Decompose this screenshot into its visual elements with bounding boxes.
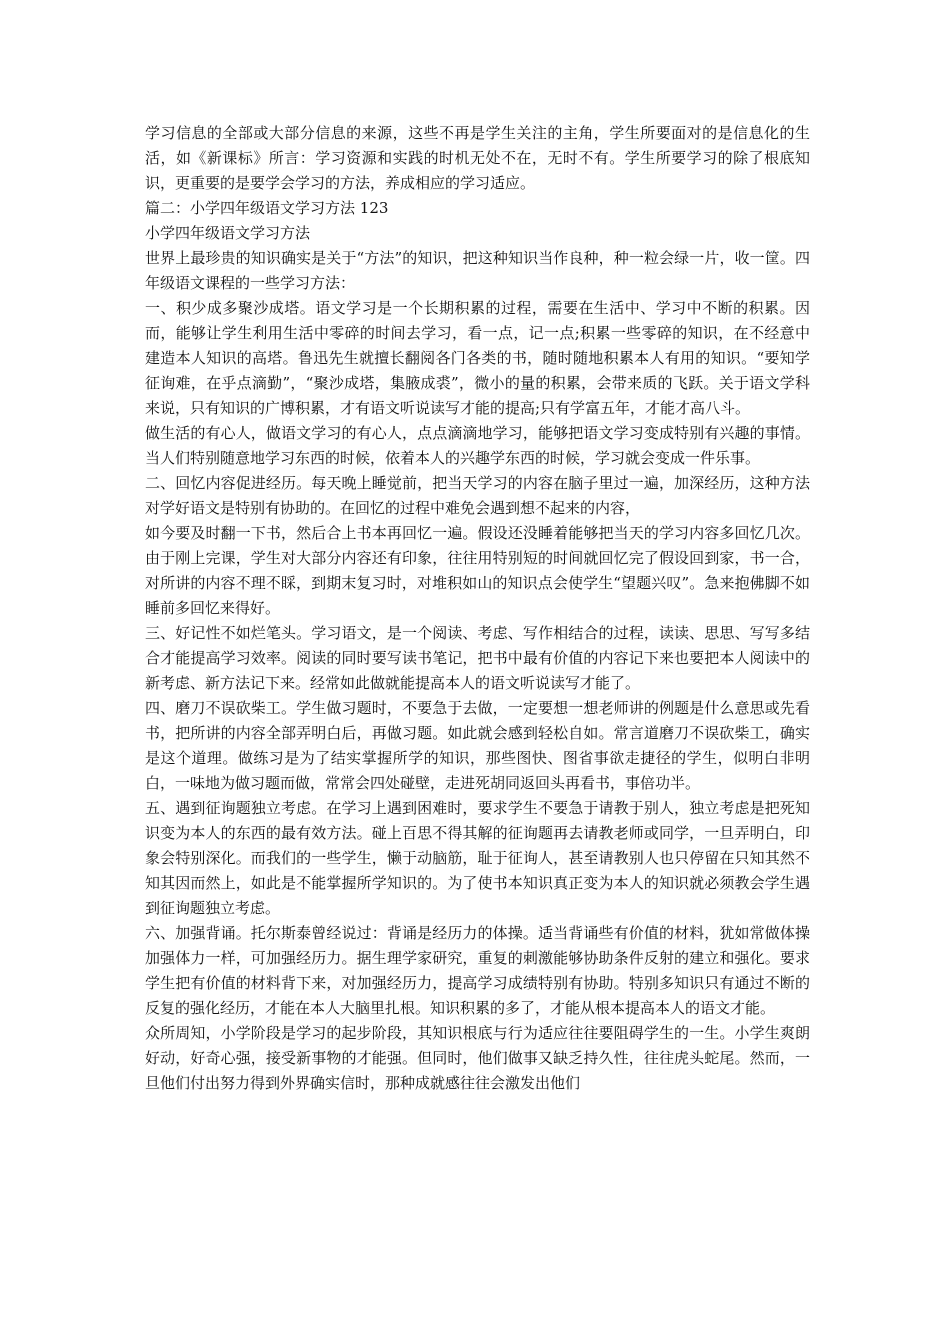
paragraph-method-6: 六、加强背诵。托尔斯泰曾经说过：背诵是经历力的体操。适当背诵些有价值的材料，犹如常做体操加强体力一样，可加强经历力。据生理学家研究，重复的刺激能够协助条件反射的建立和强化。要求学生把有价值的材料背下来，对加强经历力，提高学习成绩特别有协助。特别多知识只有通过不断的反复的强化经历，才能在本人大脑里扎根。知识积累的多了，才能从根本提高本人的语文才能。 xyxy=(145,924,810,1017)
paragraph-method-3: 三、好记性不如烂笔头。学习语文，是一个阅读、考虑、写作相结合的过程，读读、思思、写写多结合才能提高学习效率。阅读的同时要写读书笔记，把书中最有价值的内容记下来也要把本人阅读中的新考虑、新方法记下来。经常如此做就能提高本人的语文听说读写才能了。 xyxy=(145,624,810,692)
document-body xyxy=(145,121,810,1096)
paragraph-preface: 世界上最珍贵的知识确实是关于“方法”的知识，把这种知识当作良种，种一粒会绿一片，收一筐。四年级语文课程的一些学习方法： xyxy=(145,249,810,292)
paragraph-method-5: 五、遇到征询题独立考虑。在学习上遇到困难时，要求学生不要急于请教于别人，独立考虑是把死知识变为本人的东西的最有效方法。碰上百思不得其解的征询题再去请教老师或同学，一旦弄明白，印象会特别深化。而我们的一些学生，懒于动脑筋，耻于征询人，甚至请教别人也只停留在只知其然不知其因而然上，如此是不能掌握所学知识的。为了使书本知识真正变为本人的知识就必须教会学生遇到征询题独立考虑。 xyxy=(145,799,810,917)
paragraph-conclusion: 众所周知，小学阶段是学习的起步阶段，其知识根底与行为适应往往要阻碍学生的一生。小学生爽朗好动，好奇心强，接受新事物的才能强。但同时，他们做事又缺乏持久性，往往虎头蛇尾。然而，一旦他们付出努力得到外界确实信时，那种成就感往往会激发出他们 xyxy=(145,1024,810,1092)
section-heading: 篇二：小学四年级语文学习方法 123 xyxy=(145,199,389,217)
paragraph-method-4: 四、磨刀不误砍柴工。学生做习题时，不要急于去做，一定要想一想老师讲的例题是什么意思或先看书，把所讲的内容全部弄明白后，再做习题。如此就会感到轻松自如。常言道磨刀不误砍柴工，确实是这个道理。做练习是为了结实掌握所学的知识，那些图快、图省事欲走捷径的学生，似明白非明白，一味地为做习题而做，常常会四处碰壁，走进死胡同返回头再看书，事倍功半。 xyxy=(145,699,810,792)
paragraph-method-2-cont: 如今要及时翻一下书，然后合上书本再回忆一遍。假设还没睡着能够把当天的学习内容多回忆几次。由于刚上完课，学生对大部分内容还有印象，往往用特别短的时间就回忆完了假设回到家，书一合，对所讲的内容不理不睬，到期末复习时，对堆积如山的知识点会使学生“望题兴叹”。急来抱佛脚不如睡前多回忆来得好。 xyxy=(145,524,810,617)
paragraph-method-1-note: 做生活的有心人，做语文学习的有心人，点点滴滴地学习，能够把语文学习变成特别有兴趣的事情。当人们特别随意地学习东西的时候，依着本人的兴趣学东西的时候，学习就会变成一件乐事。 xyxy=(145,424,810,467)
article-title: 小学四年级语文学习方法 xyxy=(145,224,311,242)
paragraph-method-1: 一、积少成多聚沙成塔。语文学习是一个长期积累的过程，需要在生活中、学习中不断的积累。因而，能够让学生利用生活中零碎的时间去学习，看一点，记一点;积累一些零碎的知识，在不经意中建造本人知识的高塔。鲁迅先生就擅长翻阅各门各类的书，随时随地积累本人有用的知识。“要知学征询难，在乎点滴勤”，“聚沙成塔，集腋成裘”，微小的量的积累，会带来质的飞跃。关于语文学科来说，只有知识的广博积累，才有语文听说读写才能的提高;只有学富五年，才能才高八斗。 xyxy=(145,299,810,417)
paragraph-intro: 学习信息的全部或大部分信息的来源，这些不再是学生关注的主角，学生所要面对的是信息化的生活，如《新课标》所言：学习资源和实践的时机无处不在，无时不有。学生所要学习的除了根底知识，更重要的是要学会学习的方法，养成相应的学习适应。 xyxy=(145,124,810,192)
paragraph-method-2: 二、回忆内容促进经历。每天晚上睡觉前，把当天学习的内容在脑子里过一遍，加深经历，这种方法对学好语文是特别有协助的。在回忆的过程中难免会遇到想不起来的内容， xyxy=(145,474,810,517)
